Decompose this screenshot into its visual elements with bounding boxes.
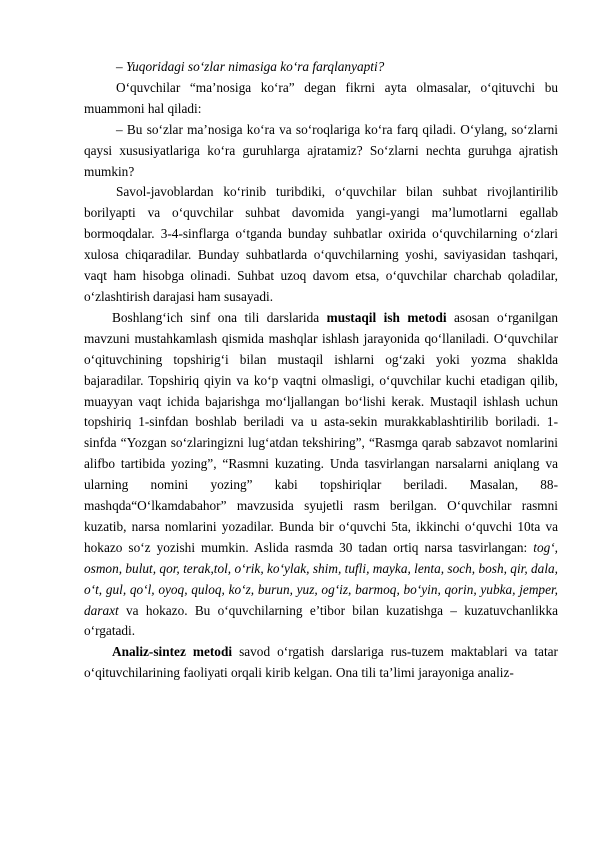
independent-method-term: mustaqil ish metodi <box>326 309 447 325</box>
independent-body-text: asosan o‘rganilgan mavzuni mustahkamlash qismida mashqlar ishlash jarayonida qo‘llaniladi. O‘quvchilar o‘qituvchining topshirig‘i bilan mustaqil ishlarni og‘zaki yoki yozma shaklda bajaradilar. Topshiriq qiyin va ko‘p vaqtni olmasligi, o‘quvchilar kuchi etadigan qilib, muayyan vaqt ichida bajarishga mo‘ljallangan bo‘lishi kerak. Mustaqil ishlash uchun topshiriq 1-sinfdan boshlab beriladi va u asta-sekin murakkablashtirilib boriladi. 1-sinfda “Yozgan so‘zlaringizni lug‘atdan tekshiring”, “Rasmga qarab sabzavot nomlarini alifbo tartibida yozing”, “Rasmni kuzating. Unda tasvirlangan narsalarni aniqlang va ularning nomini yozing” kabi topshiriqlar beriladi. Masalan, 88- mashqda“O‘lkamdabahor” mavzusida syujetli rasm berilgan. O‘quvchilar rasmni kuzatib, narsa nomlarini yozadilar. Bunda bir o‘quvchi 5ta, ikkinchi o‘quvchi 10ta va hokazo so‘z yozishi mumkin. Aslida rasmda 30 tadan ortiq narsa tasvirlangan: <box>84 309 558 555</box>
dialog-summary-paragraph: Savol-javoblardan ko‘rinib turibdiki, o‘quvchilar bilan suhbat rivojlantirilib borilyapti va o‘quvchilar suhbat davomida yangi-yangi ma’lumotlarni egallab bormoqdalar. 3-4-sinflarga o‘tganda bunday suhbatlar oxirida o‘quvchilarning o‘zlari xulosa chiqaradilar. Bunday suhbatlarda o‘quvchilarning yoshi, saviyasidan tashqari, vaqt ham hisobga olinadi. Suhbat uzoq davom etsa, o‘quvchilar charchab qoladilar, o‘zlashtirish darajasi ham susayadi. <box>84 184 558 304</box>
answer-intro-paragraph: O‘quvchilar “ma’nosiga ko‘ra” degan fikrni ayta olmasalar, o‘qituvchi bu muammoni hal qiladi: <box>84 79 558 116</box>
independent-work-paragraph <box>84 308 558 643</box>
independent-lead-text: Boshlang‘ich sinf ona tili darslarida <box>112 309 327 325</box>
analysis-synthesis-paragraph <box>84 642 558 684</box>
teacher-reply-paragraph: – Bu so‘zlar ma’nosiga ko‘ra va so‘roqlariga ko‘ra farq qiladi. O‘ylang, so‘zlarni qaysi xususiyatlariga ko‘ra guruhlarga ajratamiz? So‘zlarni nechta guruhga ajratish mumkin? <box>84 121 558 179</box>
analysis-method-term: Analiz-sintez metodi <box>112 644 233 660</box>
analysis-body-text: savod o‘rgatish darslariga rus-tuzem maktablari va tatar o‘qituvchilarining faoliyati orqali kirib kelgan. Ona tili ta’limi jarayoniga analiz- <box>84 644 558 681</box>
picture-object-examples: tog‘, osmon, bulut, qor, terak,tol, o‘rik, ko‘ylak, shim, tufli, mayka, lenta, soch, bosh, qir, dala, o‘t, gul, qo‘l, oyoq, quloq, ko‘z, burun, yuz, og‘iz, barmoq, bo‘yin, qorin, yubka, jemper, daraxt <box>84 539 558 618</box>
question-line: – Yuqoridagi so‘zlar nimasiga ko‘ra farqlanyapti? <box>116 59 385 74</box>
body-text <box>84 57 558 684</box>
independent-tail-text: va hokazo. Bu o‘quvchilarning e’tibor bilan kuzatishga – kuzatuvchanlikka o‘rgatadi. <box>84 602 558 639</box>
